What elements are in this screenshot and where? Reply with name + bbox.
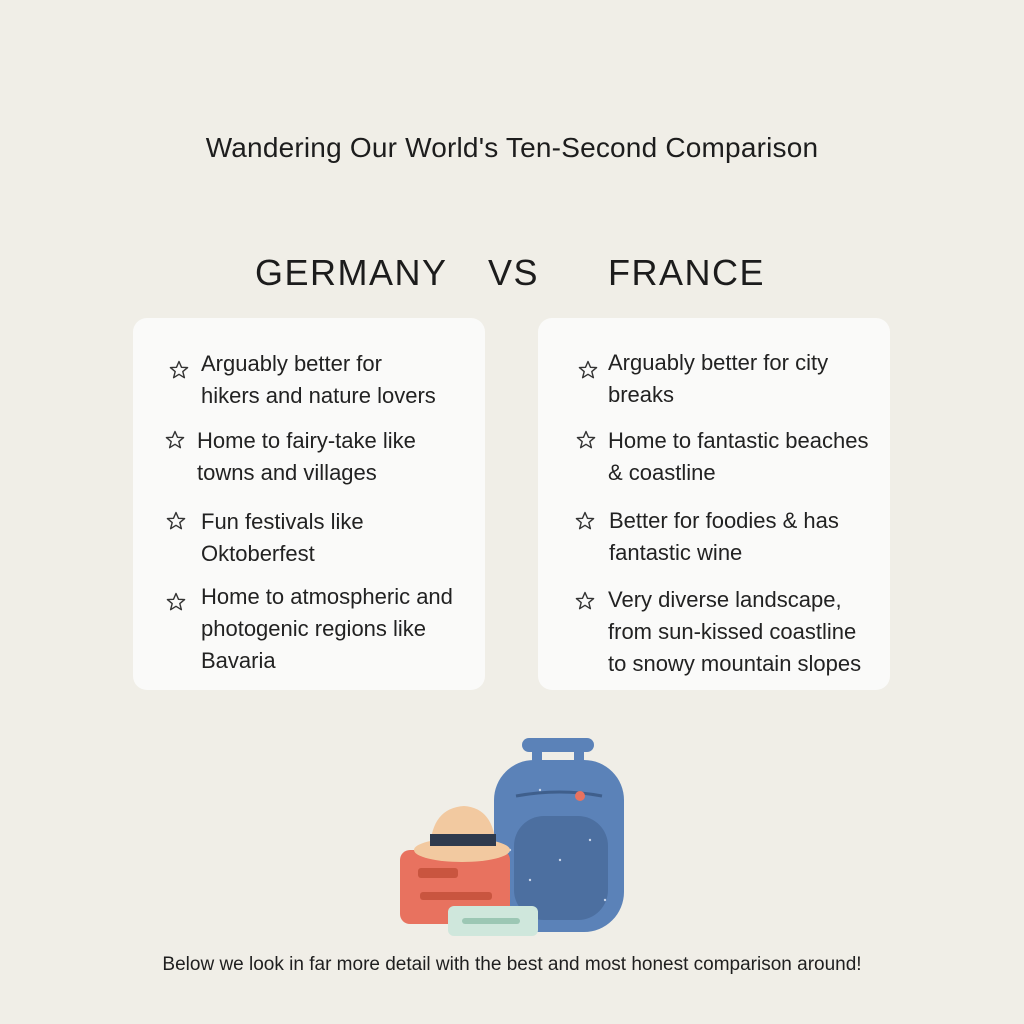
item-line: hikers and nature lovers [201,383,436,408]
star-outline-icon [575,511,595,531]
item-line: Arguably better for city [608,350,829,375]
item-line: fantastic wine [609,540,743,565]
item-line: Very diverse landscape, [608,587,842,612]
item-line: Home to atmospheric and [201,584,453,609]
item-line: breaks [608,382,675,407]
star-outline-icon [576,430,596,450]
list-item [608,425,868,489]
france-card [538,318,890,690]
star-outline-icon [575,591,595,611]
item-line: & coastline [608,460,716,485]
list-item [608,347,828,411]
list-item [608,584,861,680]
star-outline-icon [166,511,186,531]
footer-text: Below we look in far more detail with the best and most honest comparison around! [162,954,862,975]
item-line: Oktoberfest [201,541,315,566]
list-item [201,581,453,677]
item-line: Home to fairy-take like [197,428,416,453]
star-outline-icon [166,592,186,612]
item-line: photogenic regions like [201,616,427,641]
item-line: from sun-kissed coastline [608,619,857,644]
luggage-illustration [390,730,630,940]
item-line: Arguably better for [201,351,382,376]
item-line: Home to fantastic beaches [608,428,869,453]
item-line: towns and villages [197,460,377,485]
star-outline-icon [165,430,185,450]
germany-card [133,318,485,690]
vs-label: VS [488,252,540,293]
item-line: Better for foodies & has [609,508,839,533]
list-item [609,505,839,569]
star-outline-icon [169,360,189,380]
list-item [197,425,416,489]
page-title: Wandering Our World's Ten-Second Comparison [205,132,819,163]
item-line: to snowy mountain slopes [608,651,862,676]
france-heading: FRANCE [608,252,766,293]
list-item [201,506,364,570]
star-outline-icon [578,360,598,380]
germany-heading: GERMANY [255,252,448,293]
list-item [201,348,436,412]
item-line: Bavaria [201,648,276,673]
item-line: Fun festivals like [201,509,364,534]
